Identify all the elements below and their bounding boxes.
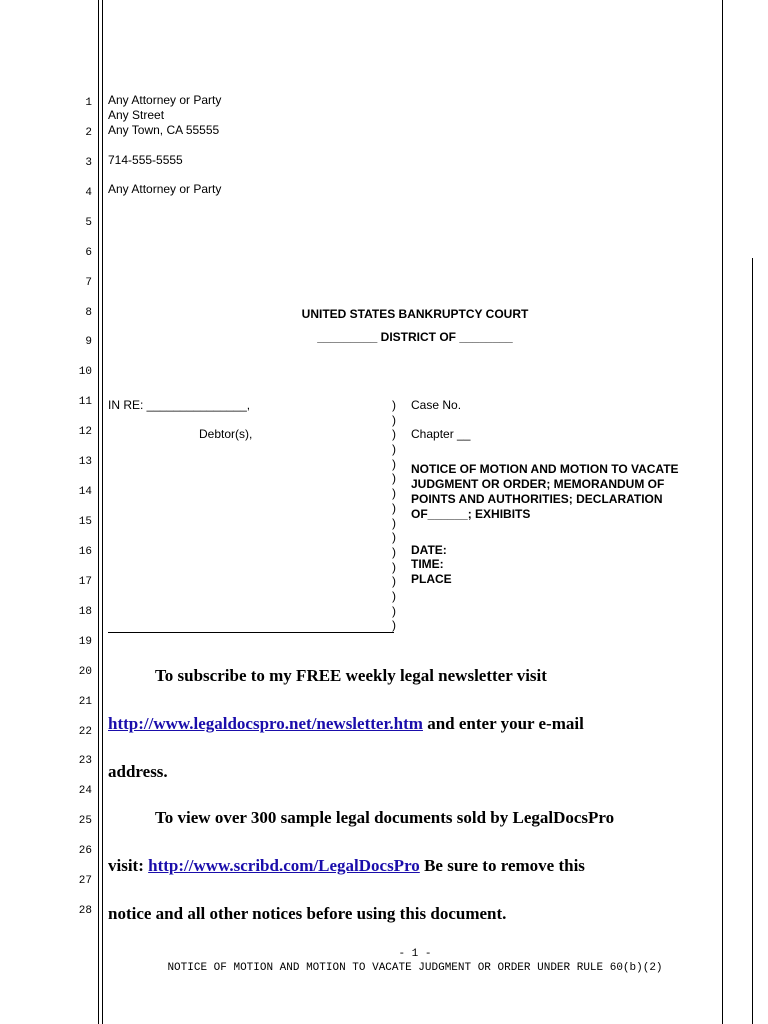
line-number: 22 [78, 725, 92, 738]
court-district: _________ DISTRICT OF ________ [317, 330, 513, 344]
in-re: IN RE: _______________, [108, 398, 251, 412]
line-number: 4 [85, 186, 92, 199]
attorney-city: Any Town, CA 55555 [108, 123, 220, 137]
attorney-street: Any Street [108, 108, 165, 122]
line-number: 7 [85, 276, 92, 289]
body-paragraph-1-line-3: address. [108, 762, 168, 781]
hearing-date: DATE: [411, 543, 447, 557]
line-number: 11 [78, 396, 92, 409]
document-title-line-4: OF______; EXHIBITS [411, 507, 531, 521]
line-number: 23 [78, 755, 92, 768]
caption-paren: ) [392, 588, 396, 603]
body-paragraph-1-line-1: To subscribe to my FREE weekly legal newsletter visit [155, 666, 547, 685]
newsletter-rest: and enter your e-mail [422, 714, 584, 733]
line-number: 16 [78, 545, 92, 558]
caption-paren: ) [392, 456, 396, 471]
page-number: - 1 - [398, 948, 432, 960]
line-number: 17 [78, 575, 92, 588]
caption-paren: ) [392, 486, 396, 501]
chapter: Chapter __ [411, 427, 471, 441]
caption-paren: ) [392, 574, 396, 589]
line-number: 18 [78, 605, 92, 618]
caption-paren: ) [392, 500, 396, 515]
right-margin-rule [722, 0, 723, 1024]
line-number: 1 [85, 97, 92, 109]
line-number: 28 [78, 905, 92, 918]
caption-paren: ) [392, 427, 396, 442]
body-paragraph-2-line-3: notice and all other notices before using this document. [108, 904, 507, 923]
document-title-line-3: POINTS AND AUTHORITIES; DECLARATION [411, 492, 663, 506]
caption-paren: ) [392, 559, 396, 574]
line-number: 12 [78, 426, 92, 439]
line-number: 2 [85, 126, 92, 139]
line-number: 26 [78, 845, 92, 858]
hearing-place: PLACE [411, 572, 452, 586]
body-paragraph-2-line-2 [108, 856, 585, 876]
left-margin-rule-outer [98, 0, 99, 1024]
line-number: 14 [78, 486, 92, 499]
line-number: 13 [78, 456, 92, 469]
attorney-for: Any Attorney or Party [108, 182, 222, 196]
caption-paren: ) [392, 530, 396, 545]
visit-label: visit: [108, 856, 149, 875]
caption-underline [108, 632, 394, 633]
newsletter-link[interactable]: http://www.legaldocspro.net/newsletter.htm [108, 714, 423, 733]
body-paragraph-1-line-2 [108, 714, 584, 734]
line-number: 25 [78, 815, 92, 828]
court-name: UNITED STATES BANKRUPTCY COURT [301, 307, 529, 321]
debtor-label: Debtor(s), [199, 427, 253, 441]
footer-title: NOTICE OF MOTION AND MOTION TO VACATE JUDGMENT OR ORDER UNDER RULE 60(b)(2) [167, 962, 663, 974]
caption-paren: ) [392, 442, 396, 457]
line-number: 19 [78, 635, 92, 648]
scribd-link[interactable]: http://www.scribd.com/LegalDocsPro [148, 856, 420, 875]
remove-notice: Be sure to remove this [419, 856, 585, 875]
line-number: 27 [78, 875, 92, 888]
document-title-line-2: JUDGMENT OR ORDER; MEMORANDUM OF [411, 477, 665, 491]
hearing-time: TIME: [411, 557, 444, 571]
line-number: 15 [78, 516, 92, 529]
line-number: 9 [85, 336, 92, 349]
line-number: 3 [85, 156, 92, 169]
line-number: 5 [85, 216, 92, 229]
caption-paren: ) [392, 412, 396, 427]
line-number: 6 [85, 246, 92, 259]
caption-paren: ) [392, 603, 396, 618]
caption-paren: ) [392, 515, 396, 530]
attorney-name: Any Attorney or Party [108, 93, 222, 107]
caption-parentheses [392, 398, 400, 633]
line-number: 21 [78, 695, 92, 708]
line-number: 10 [78, 366, 92, 379]
case-no: Case No. [411, 398, 462, 412]
line-number: 24 [78, 785, 92, 798]
attorney-phone: 714-555-5555 [108, 153, 183, 167]
page-edge-rule [752, 258, 753, 1024]
caption-paren: ) [392, 618, 396, 633]
caption-paren: ) [392, 471, 396, 486]
caption-paren: ) [392, 398, 396, 412]
body-paragraph-2-line-1: To view over 300 sample legal documents sold by LegalDocsPro [155, 808, 615, 827]
line-number: 20 [78, 665, 92, 678]
document-title-line-1: NOTICE OF MOTION AND MOTION TO VACATE [411, 462, 679, 476]
caption-paren: ) [392, 544, 396, 559]
line-number: 8 [85, 306, 92, 319]
left-margin-rule-inner [102, 0, 103, 1024]
